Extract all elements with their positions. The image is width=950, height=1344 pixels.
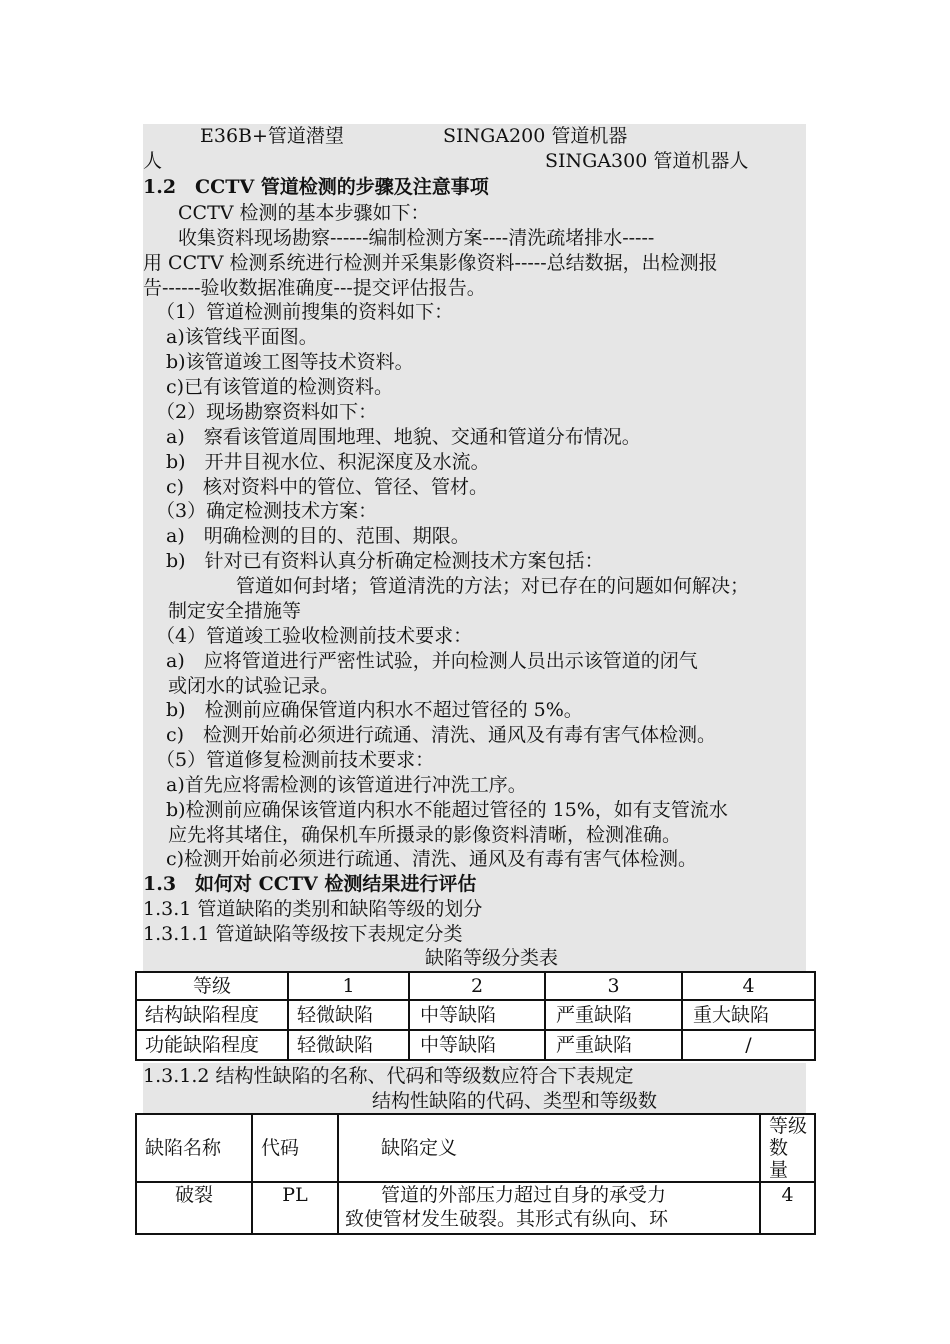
paragraph: 告------验收数据准确度---提交评估报告。 xyxy=(143,277,486,299)
table-cell: PL xyxy=(252,1182,338,1234)
table-row xyxy=(136,1000,815,1030)
table-cell: 功能缺陷程度 xyxy=(136,1030,288,1060)
list-heading: （4）管道竣工验收检测前技术要求： xyxy=(156,625,473,647)
grade-header-line: 量 xyxy=(769,1159,789,1181)
robot-line-right: SINGA200 管道机器 xyxy=(443,125,628,147)
table-cell: 严重缺陷 xyxy=(545,1030,682,1060)
list-item: a)该管线平面图。 xyxy=(166,326,318,348)
list-item: a) 应将管道进行严密性试验，并向检测人员出示该管道的闭气 xyxy=(166,650,698,672)
list-heading: （2）现场勘察资料如下： xyxy=(156,401,378,423)
subsection-heading: 1.3.1.2 结构性缺陷的名称、代码和等级数应符合下表规定 xyxy=(143,1065,634,1087)
table2-caption: 结构性缺陷的代码、类型和等级数 xyxy=(372,1090,658,1112)
list-item: c) 检测开始前必须进行疏通、清洗、通风及有毒有害气体检测。 xyxy=(166,724,717,746)
table-cell xyxy=(338,1114,760,1182)
definition-line: 管道的外部压力超过自身的承受力 xyxy=(381,1184,667,1206)
table-cell: 中等缺陷 xyxy=(409,1030,545,1060)
table-row xyxy=(136,1030,815,1060)
structural-defect-table xyxy=(135,1113,816,1235)
table-row xyxy=(136,1182,815,1234)
list-item: c)检测开始前必须进行疏通、清洗、通风及有毒有害气体检测。 xyxy=(166,848,698,870)
table-cell: 破裂 xyxy=(136,1182,252,1234)
subsection-heading: 1.3.1.1 管道缺陷等级按下表规定分类 xyxy=(143,923,463,945)
list-heading: （5）管道修复检测前技术要求： xyxy=(156,749,435,771)
table-cell: 3 xyxy=(545,972,682,1000)
list-item: 制定安全措施等 xyxy=(168,600,302,622)
list-item: c)已有该管道的检测资料。 xyxy=(166,376,394,398)
definition-header: 缺陷定义 xyxy=(381,1137,458,1159)
table-cell: 4 xyxy=(760,1182,815,1234)
table-cell xyxy=(338,1182,760,1234)
list-item: a)首先应将需检测的该管道进行冲洗工序。 xyxy=(166,774,527,796)
list-item: 管道如何封堵；管道清洗的方法；对已存在的问题如何解决； xyxy=(236,575,750,597)
table-cell: 严重缺陷 xyxy=(545,1000,682,1030)
paragraph: 用 CCTV 检测系统进行检测并采集影像资料-----总结数据，出检测报 xyxy=(143,252,718,274)
subsection-heading: 1.3.1 管道缺陷的类别和缺陷等级的划分 xyxy=(143,898,483,920)
table-cell: 轻微缺陷 xyxy=(288,1000,409,1030)
robot-line2-left: 人 xyxy=(143,150,163,172)
list-item: a) 察看该管道周围地理、地貌、交通和管道分布情况。 xyxy=(166,426,641,448)
table-cell: 代码 xyxy=(252,1114,338,1182)
list-item: b)该管道竣工图等技术资料。 xyxy=(166,351,414,373)
list-heading: （1）管道检测前搜集的资料如下： xyxy=(156,301,454,323)
list-item: b) 检测前应确保管道内积水不超过管径的 5%。 xyxy=(166,699,583,721)
list-item: c) 核对资料中的管位、管径、管材。 xyxy=(166,476,489,498)
table-header-row xyxy=(136,972,815,1000)
definition-line: 致使管材发生破裂。其形式有纵向、环 xyxy=(345,1208,669,1230)
table-cell: 1 xyxy=(288,972,409,1000)
table-cell: 缺陷名称 xyxy=(136,1114,252,1182)
grade-header-line: 等级数 xyxy=(769,1115,808,1159)
list-item: b) 针对已有资料认真分析确定检测技术方案包括： xyxy=(166,550,604,572)
robot-line-left: E36B+管道潜望 xyxy=(200,125,344,147)
table1-caption: 缺陷等级分类表 xyxy=(425,947,559,969)
table-cell xyxy=(760,1114,815,1182)
list-item: 或闭水的试验记录。 xyxy=(168,675,340,697)
robot-line2-right: SINGA300 管道机器人 xyxy=(545,150,749,172)
defect-grade-table xyxy=(135,971,816,1061)
list-item: b)检测前应确保该管道内积水不能超过管径的 15%，如有支管流水 xyxy=(166,799,728,821)
table-cell: 中等缺陷 xyxy=(409,1000,545,1030)
paragraph: CCTV 检测的基本步骤如下： xyxy=(178,202,430,224)
table-cell: 等级 xyxy=(136,972,288,1000)
table-cell: 轻微缺陷 xyxy=(288,1030,409,1060)
paragraph: 收集资料现场勘察------编制检测方案----清洗疏堵排水----- xyxy=(178,227,655,249)
table-cell: 结构缺陷程度 xyxy=(136,1000,288,1030)
table-cell: 2 xyxy=(409,972,545,1000)
list-item: 应先将其堵住，确保机车所摄录的影像资料清晰，检测准确。 xyxy=(168,824,682,846)
table-header-row xyxy=(136,1114,815,1182)
section-heading-1-2: 1.2 CCTV 管道检测的步骤及注意事项 xyxy=(143,176,489,198)
section-heading-1-3: 1.3 如何对 CCTV 检测结果进行评估 xyxy=(143,873,477,895)
table-cell: 4 xyxy=(682,972,815,1000)
list-item: a) 明确检测的目的、范围、期限。 xyxy=(166,525,470,547)
table-cell: 重大缺陷 xyxy=(682,1000,815,1030)
list-item: b) 开井目视水位、积泥深度及水流。 xyxy=(166,451,490,473)
table-cell: / xyxy=(682,1030,815,1060)
list-heading: （3）确定检测技术方案： xyxy=(156,500,378,522)
